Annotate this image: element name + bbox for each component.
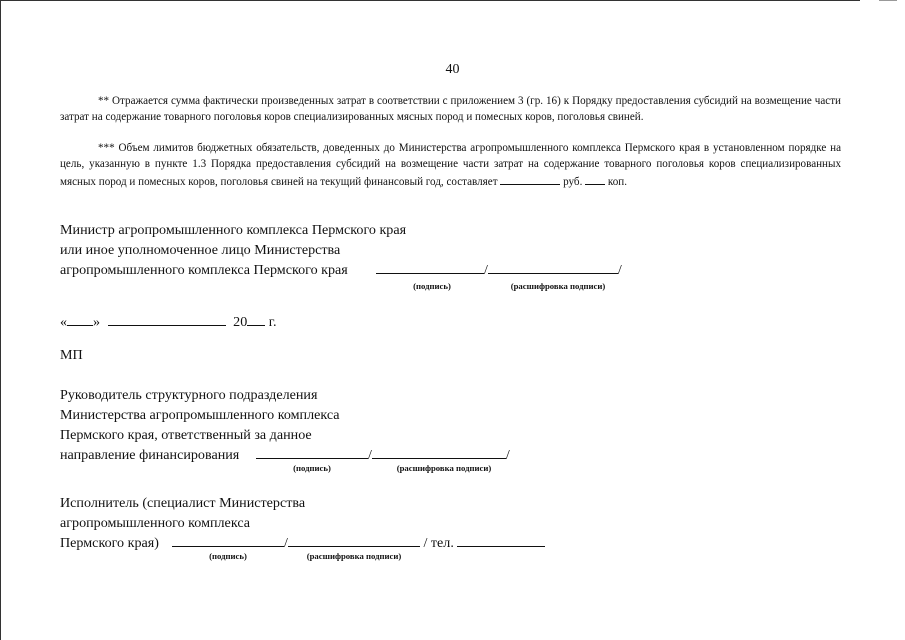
kop-label: коп. bbox=[607, 176, 628, 188]
executor-line-3: Пермского края) bbox=[60, 535, 159, 551]
footnote-triple-star-paragraph bbox=[60, 141, 841, 191]
executor-signature-caption: (подпись) bbox=[209, 551, 247, 561]
head-line-1: Руководитель структурного подразделения bbox=[60, 387, 318, 403]
date-open-quote: « bbox=[60, 314, 68, 330]
minister-signature-caption: (подпись) bbox=[413, 281, 451, 291]
executor-decryption-blank bbox=[288, 534, 420, 547]
head-signature-caption: (подпись) bbox=[293, 463, 331, 473]
executor-signature-line: / / тел. bbox=[172, 534, 545, 552]
minister-signature-line: / / bbox=[376, 261, 622, 279]
tel-label: / тел. bbox=[423, 535, 454, 551]
footnote-triple-star bbox=[60, 141, 841, 191]
head-signature-blank bbox=[256, 446, 368, 459]
page-number: 40 bbox=[445, 62, 460, 77]
executor-line-2: агропромышленного комплекса bbox=[60, 515, 250, 531]
month-blank bbox=[108, 313, 226, 326]
minister-decryption-blank bbox=[488, 261, 618, 274]
year-prefix: 20 bbox=[233, 314, 248, 330]
head-line-4: направление финансирования bbox=[60, 447, 240, 463]
year-suffix: г. bbox=[268, 314, 277, 330]
scan-border-top bbox=[0, 0, 860, 1]
scan-border-left bbox=[0, 0, 1, 640]
head-decryption-blank bbox=[372, 446, 506, 459]
footnote-double-star-text: ** Отражается сумма фактически произведенных затрат в соответствии с приложением 3 (гр. 16) к Порядку предоставления субсидий на возмещение части затрат на содержание товарного поголовья коров специализированных мясных пород и помесных коров, поголовья свиней. bbox=[60, 95, 841, 123]
footnote-triple-star-text: *** Объем лимитов бюджетных обязательств, доведенных до Министерства агропромышленного комплекса Пермского края в установленном порядке на цель, указанную в пункте 1.3 Порядка предоставления субсидий на возмещение части затрат на содержание товарного поголовья коров специализированных мясных пород и помесных коров, поголовья свиней на текущий финансовый год, составляет bbox=[60, 142, 841, 188]
minister-signature-blank bbox=[376, 261, 484, 274]
rub-label: руб. bbox=[563, 176, 583, 188]
head-decryption-caption: (расшифровка подписи) bbox=[396, 463, 492, 473]
scan-corner-mark bbox=[879, 0, 897, 1]
day-blank bbox=[67, 313, 93, 326]
kop-amount-blank bbox=[585, 172, 605, 185]
head-signature-line: / / bbox=[256, 446, 510, 464]
minister-line-2: или иное уполномоченное лицо Министерства bbox=[60, 242, 341, 258]
executor-decryption-caption: (расшифровка подписи) bbox=[306, 551, 402, 561]
footnote-double-star bbox=[60, 94, 841, 125]
minister-line-1: Министр агропромышленного комплекса Пермского края bbox=[60, 222, 407, 238]
executor-line-1: Исполнитель (специалист Министерства bbox=[60, 495, 306, 511]
rub-amount-blank bbox=[500, 172, 560, 185]
head-line-3: Пермского края, ответственный за данное bbox=[60, 427, 312, 443]
date-line bbox=[60, 313, 277, 331]
seal-label: МП bbox=[60, 347, 83, 363]
minister-decryption-caption: (расшифровка подписи) bbox=[510, 281, 606, 291]
executor-signature-blank bbox=[172, 534, 284, 547]
date-close-quote: » bbox=[93, 314, 101, 330]
minister-line-3: агропромышленного комплекса Пермского края bbox=[60, 262, 348, 278]
year-blank bbox=[247, 313, 265, 326]
head-line-2: Министерства агропромышленного комплекса bbox=[60, 407, 340, 423]
tel-blank bbox=[457, 534, 545, 547]
